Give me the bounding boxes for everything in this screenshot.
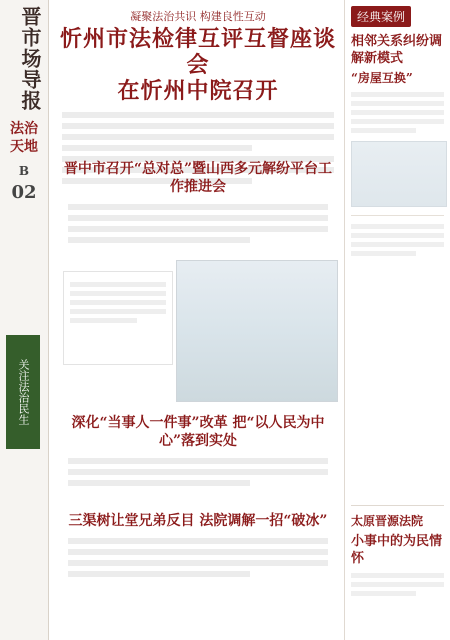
text-line: [68, 560, 328, 566]
case-label: 经典案例: [351, 6, 411, 27]
promo-box: 关注法治民生: [6, 335, 40, 449]
lead-title-line2: 在忻州中院召开: [117, 78, 279, 104]
section-name: 法治天地: [10, 121, 38, 155]
text-line: [68, 469, 328, 475]
page-number: 02: [11, 182, 37, 203]
text-line: [68, 538, 328, 544]
right-photo: [351, 141, 447, 207]
text-line: [70, 300, 166, 305]
text-line: [351, 242, 444, 247]
text-line: [62, 123, 334, 129]
page-section-tag: [4, 120, 44, 202]
text-line: [351, 251, 416, 256]
text-line: [351, 591, 416, 596]
section-3-body: [68, 458, 328, 486]
text-line: [351, 101, 444, 106]
right-title: 相邻关系纠纷调解新模式: [351, 34, 443, 66]
text-line: [62, 112, 334, 118]
bottom-section-title: 太原晋源法院: [351, 514, 424, 528]
text-line: [351, 119, 444, 124]
lead-title: [56, 26, 340, 104]
center-column: [56, 0, 340, 640]
text-line: [68, 458, 328, 464]
text-line: [70, 282, 166, 287]
section-4: [62, 512, 334, 582]
right-bottom-section: [351, 505, 444, 632]
section-3: [62, 414, 334, 491]
left-sidebar: [0, 0, 49, 640]
text-line: [351, 582, 444, 587]
photo-caption: [63, 271, 173, 365]
lead-title-line1: 忻州市法检律互评互督座谈会: [59, 26, 336, 78]
section-2-body: [68, 204, 328, 243]
right-subtitle: “房屋互换”: [351, 71, 413, 85]
newspaper-masthead: 晋市场导报: [18, 6, 42, 111]
text-line: [70, 318, 137, 323]
section-3-title: 深化“当事人一件事”改革 把“以人民为中心”落到实处: [71, 415, 325, 449]
page-column: B: [18, 164, 30, 178]
right-more-body: [351, 224, 444, 256]
text-line: [351, 92, 444, 97]
text-line: [68, 549, 328, 555]
text-line: [351, 573, 444, 578]
left-footer: [8, 532, 40, 628]
section-2-title: 晋中市召开“总对总”暨山西多元解纷平台工作推进会: [63, 161, 333, 195]
text-line: [62, 134, 334, 140]
text-line: [68, 226, 328, 232]
divider: [351, 215, 444, 216]
text-line: [351, 128, 416, 133]
text-line: [351, 110, 444, 115]
section-2: [62, 160, 334, 248]
text-line: [70, 291, 166, 296]
bottom-title: 小事中的为民情怀: [351, 534, 443, 566]
right-body: [351, 92, 444, 133]
lead-kicker: 凝聚法治共识 构建良性互动: [130, 10, 266, 23]
text-line: [68, 204, 328, 210]
event-photo: [176, 260, 338, 402]
text-line: [70, 309, 166, 314]
text-line: [62, 145, 252, 151]
section-4-title: 三渠树让堂兄弟反目 法院调解一招“破冰”: [68, 513, 328, 529]
text-line: [351, 233, 444, 238]
text-line: [68, 215, 328, 221]
text-line: [68, 571, 250, 577]
text-line: [68, 480, 250, 486]
text-line: [68, 237, 250, 243]
right-column: [344, 0, 450, 640]
text-line: [351, 224, 444, 229]
bottom-body: [351, 573, 444, 596]
section-4-body: [68, 538, 328, 577]
